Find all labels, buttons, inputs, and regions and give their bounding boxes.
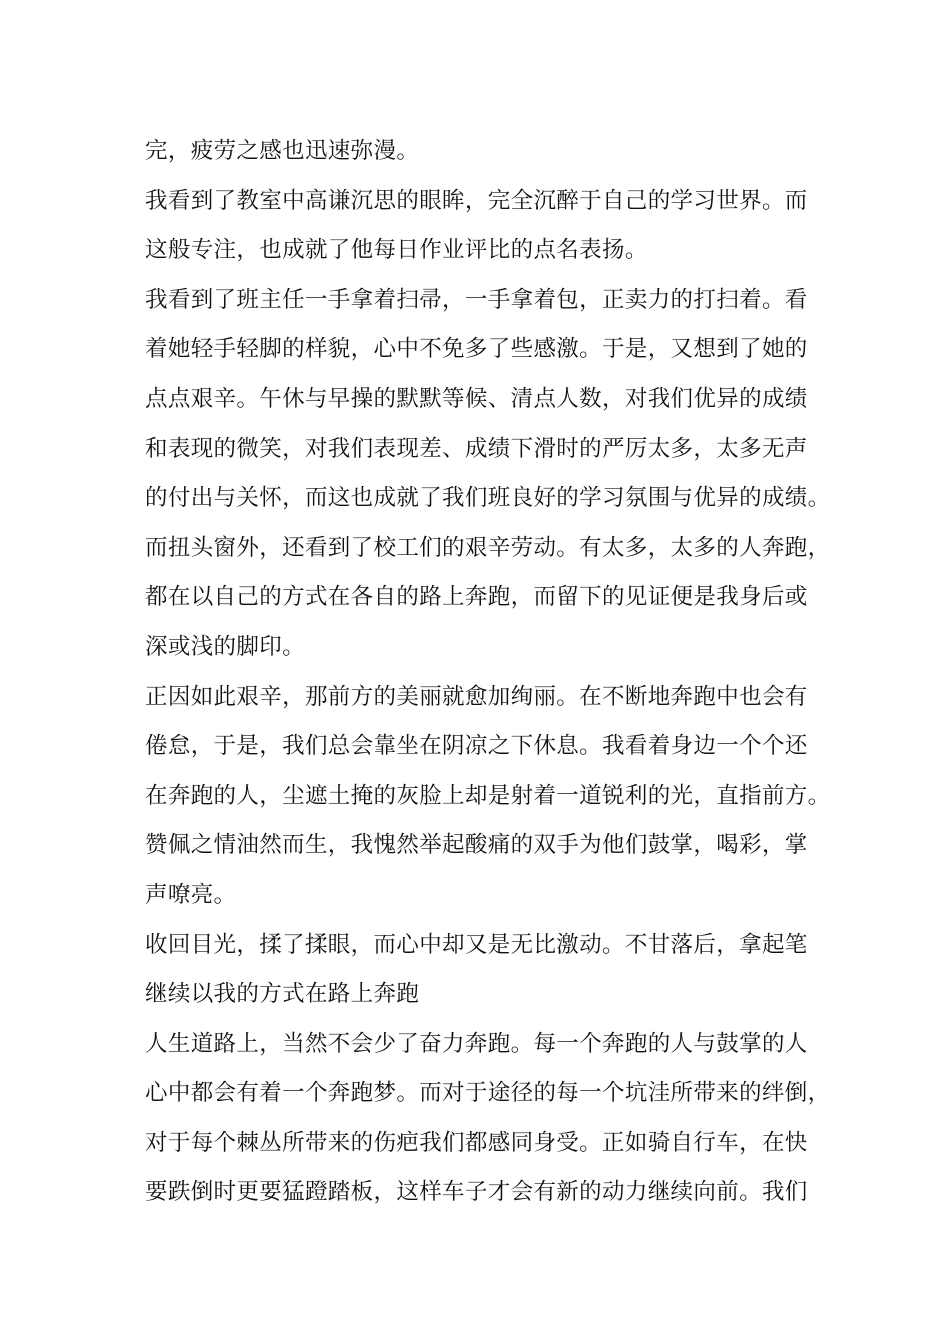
text-line: 点点艰辛。午休与早操的默默等候、清点人数，对我们优异的成绩 [145, 385, 808, 412]
text-line: 深或浅的脚印。 [145, 633, 305, 660]
text-line: 我看到了班主任一手拿着扫帚，一手拿着包，正卖力的打扫着。看 [145, 286, 808, 313]
text-line: 对于每个棘丛所带来的伤疤我们都感同身受。正如骑自行车，在快 [145, 1129, 808, 1156]
text-line: 继续以我的方式在路上奔跑 [145, 981, 420, 1008]
text-line: 都在以自己的方式在各自的路上奔跑，而留下的见证便是我身后或 [145, 584, 808, 611]
text-line: 的付出与关怀，而这也成就了我们班良好的学习氛围与优异的成绩。 [145, 485, 831, 512]
text-line: 和表现的微笑，对我们表现差、成绩下滑时的严厉太多，太多无声 [145, 435, 808, 462]
text-line: 正因如此艰辛，那前方的美丽就愈加绚丽。在不断地奔跑中也会有 [145, 683, 808, 710]
text-line: 倦怠，于是，我们总会靠坐在阴凉之下休息。我看着身边一个个还 [145, 733, 808, 760]
text-line: 完，疲劳之感也迅速弥漫。 [145, 138, 420, 164]
text-line: 这般专注，也成就了他每日作业评比的点名表扬。 [145, 237, 648, 264]
text-line: 收回目光，揉了揉眼，而心中却又是无比激动。不甘落后，拿起笔 [145, 931, 808, 958]
text-line: 人生道路上，当然不会少了奋力奔跑。每一个奔跑的人与鼓掌的人 [145, 1030, 808, 1057]
text-line: 声嘹亮。 [145, 881, 237, 908]
text-line: 我看到了教室中高谦沉思的眼眸，完全沉醉于自己的学习世界。而 [145, 187, 808, 214]
text-line: 要跌倒时更要猛蹬踏板，这样车子才会有新的动力继续向前。我们 [145, 1179, 808, 1206]
text-line: 在奔跑的人，尘遮土掩的灰脸上却是射着一道锐利的光，直指前方。 [145, 782, 831, 809]
text-line: 赞佩之情油然而生，我愧然举起酸痛的双手为他们鼓掌，喝彩，掌 [145, 832, 808, 859]
text-line: 而扭头窗外，还看到了校工们的艰辛劳动。有太多，太多的人奔跑， [145, 534, 831, 561]
text-line: 心中都会有着一个奔跑梦。而对于途径的每一个坑洼所带来的绊倒， [145, 1080, 831, 1107]
text-line: 着她轻手轻脚的样貌，心中不免多了些感激。于是，又想到了她的 [145, 336, 808, 363]
document-body [145, 131, 831, 1222]
